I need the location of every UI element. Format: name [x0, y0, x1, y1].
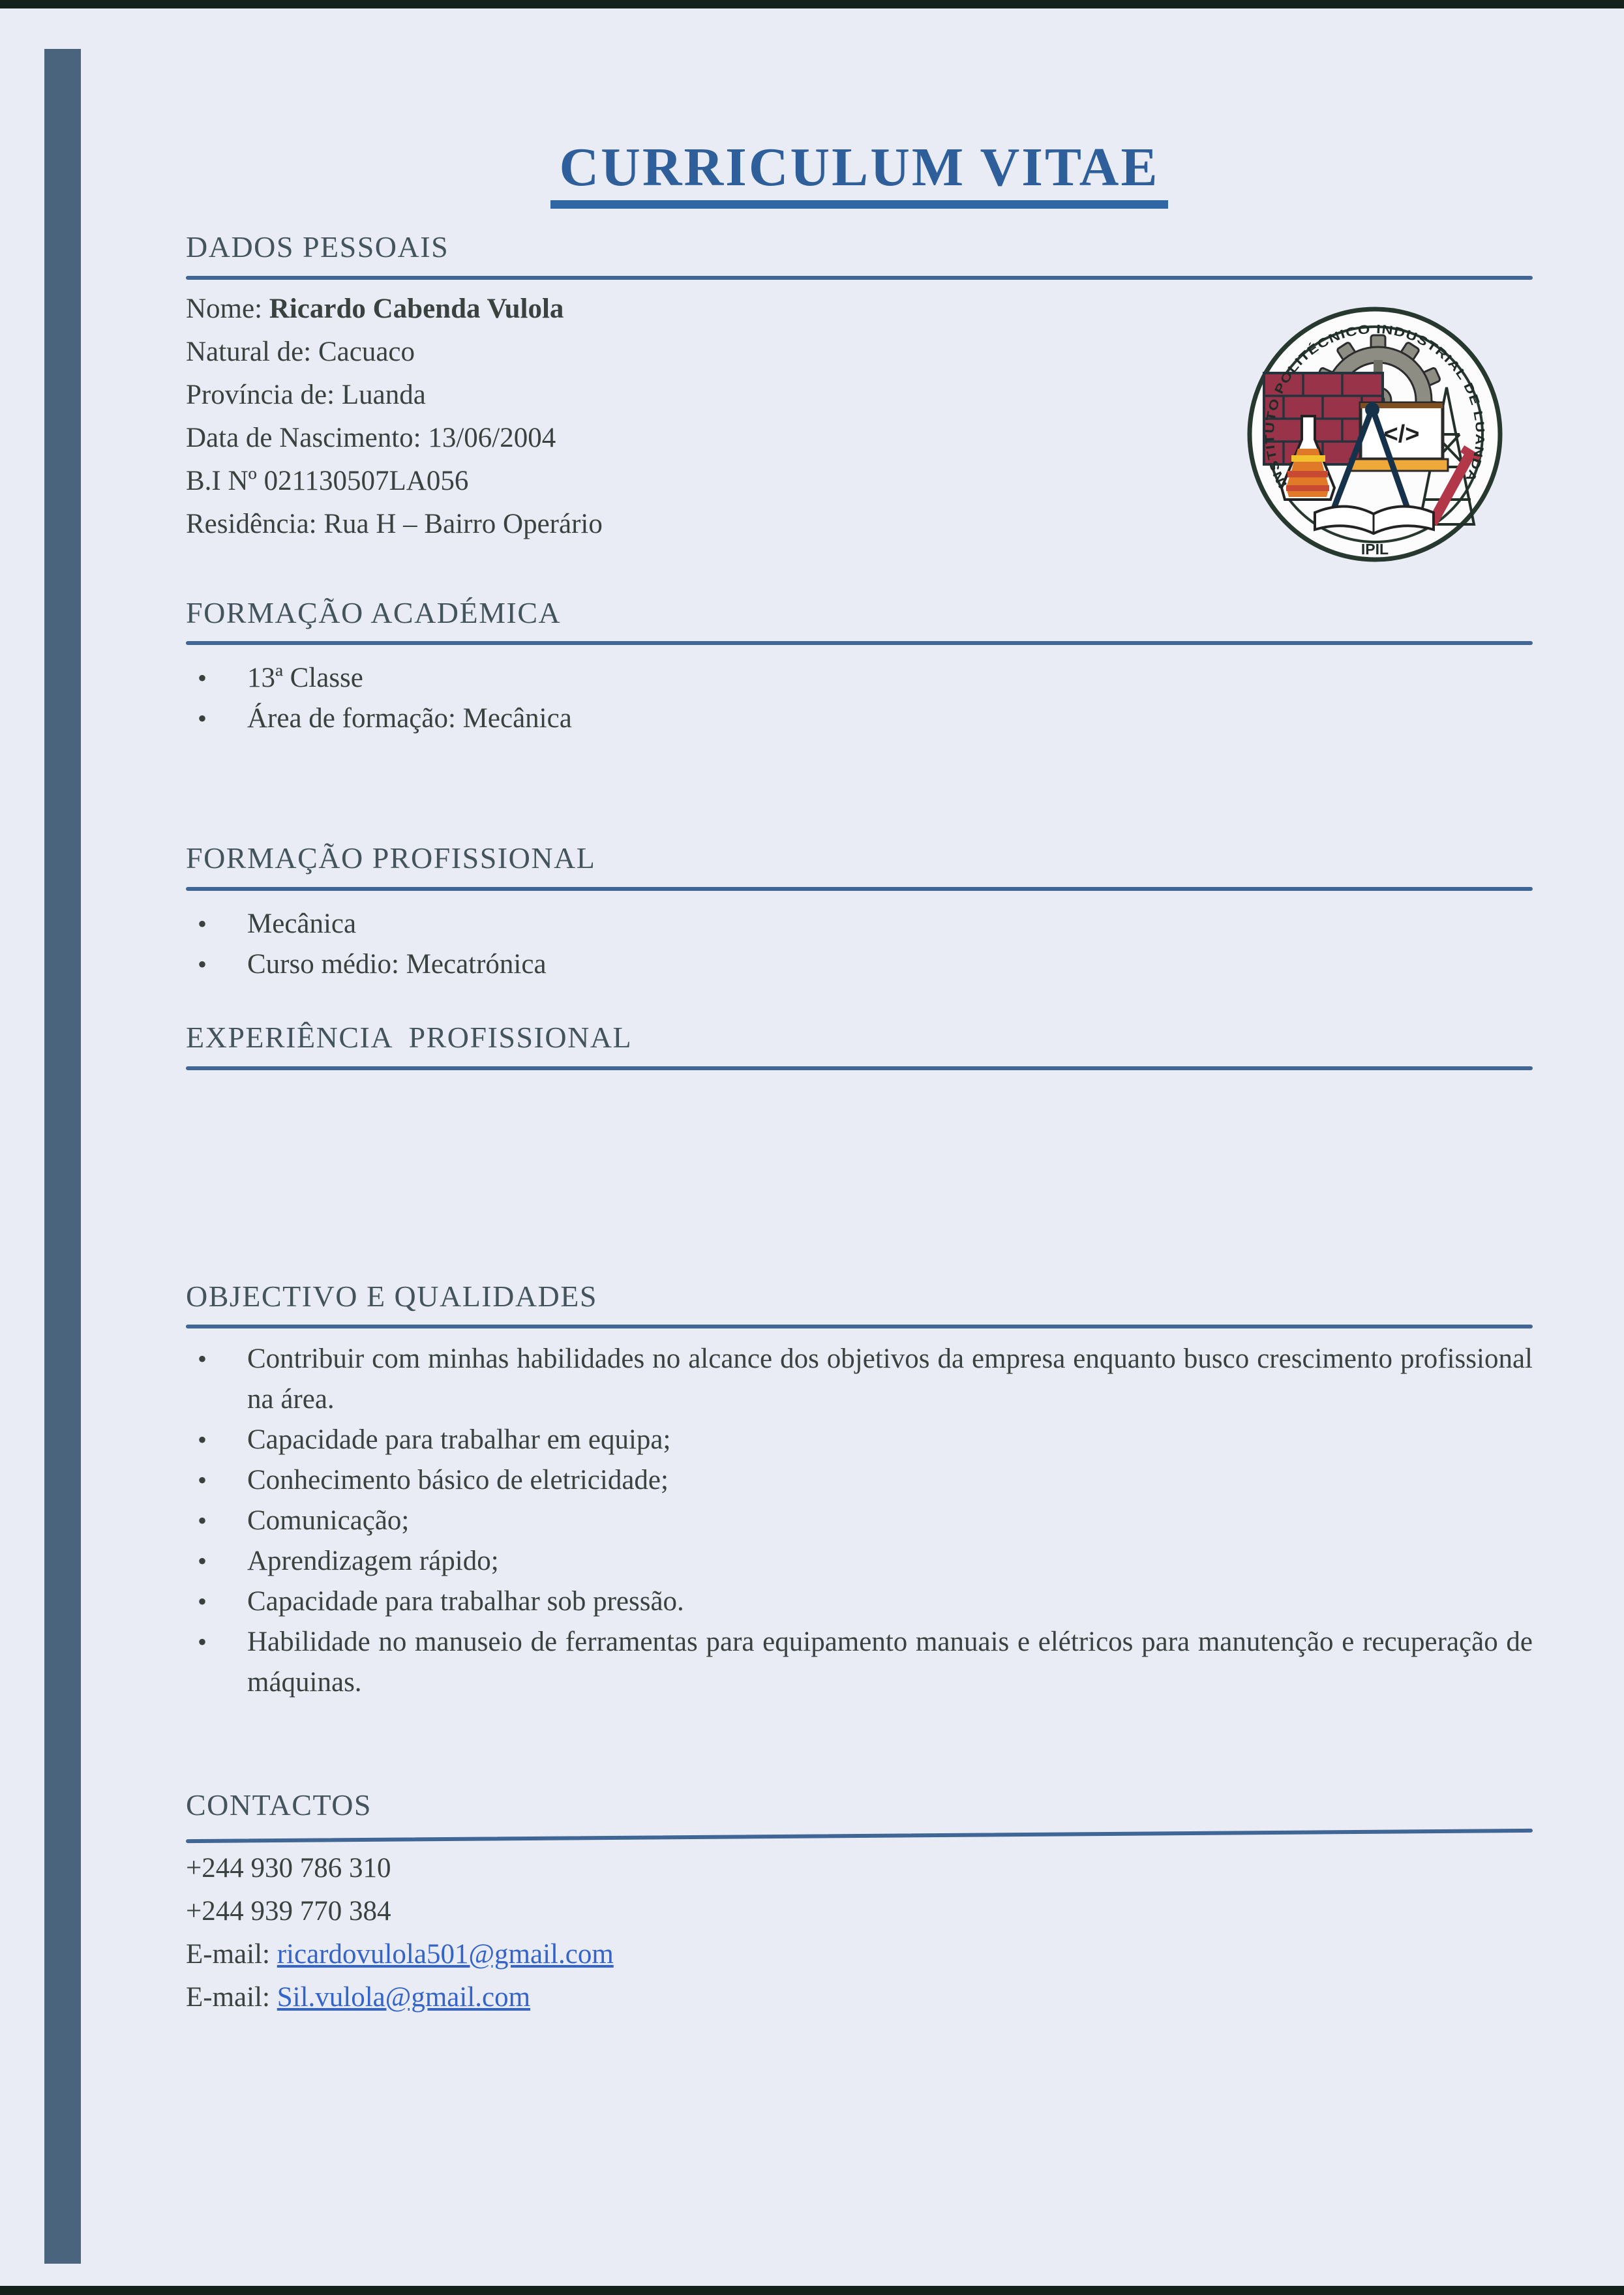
binding-stripe	[44, 49, 81, 2264]
list-item	[186, 658, 1533, 698]
bullet-icon: •	[198, 949, 207, 979]
list-item-text: Capacidade para trabalhar em equipa;	[247, 1424, 671, 1456]
logo-acronym: IPIL	[1361, 541, 1389, 558]
section-contactos	[186, 1789, 1533, 2019]
field-label: Natural de:	[186, 336, 318, 367]
scanner-bottom-edge	[0, 2286, 1624, 2295]
email-link-primary[interactable]: ricardovulola501@gmail.com	[277, 1938, 614, 1970]
field-value: Ricardo Cabenda Vulola	[269, 293, 564, 324]
phone-number: +244 939 770 384	[186, 1895, 391, 1927]
ipil-logo	[1244, 304, 1505, 565]
list-item-text: Conhecimento básico de eletricidade;	[247, 1465, 669, 1496]
bullet-icon: •	[198, 663, 207, 693]
section-rule	[186, 887, 1533, 891]
bullet-icon: •	[198, 1465, 207, 1495]
page-title: CURRICULUM VITAE	[550, 139, 1169, 209]
bullet-list	[186, 904, 1533, 985]
scanner-top-edge	[0, 0, 1624, 8]
section-rule	[186, 641, 1533, 645]
logo-ring-text: INSTITUTO POLITÉCNICO INDUSTRIAL DE LUANDA	[1263, 322, 1487, 490]
field-value: 021130507LA056	[263, 465, 469, 496]
bullet-icon: •	[198, 1546, 207, 1576]
list-item	[186, 1541, 1533, 1582]
ipil-logo-graphic	[1244, 304, 1505, 565]
email-link-secondary[interactable]: Sil.vulola@gmail.com	[277, 1981, 531, 2013]
list-item-text: Comunicação;	[247, 1505, 410, 1537]
field-label: Província de:	[186, 379, 342, 410]
email-line	[186, 1933, 1533, 1976]
field-value: 13/06/2004	[428, 422, 556, 453]
phone-number: +244 930 786 310	[186, 1852, 391, 1883]
section-heading: FORMAÇÃO PROFISSIONAL	[186, 841, 596, 875]
section-objectivo-qualidades	[186, 1280, 1533, 1703]
field-label: Residência:	[186, 508, 324, 539]
ruler-bar	[1350, 459, 1448, 471]
code-glyph: </>	[1383, 421, 1420, 448]
list-item	[186, 1420, 1533, 1460]
list-item-text: Área de formação: Mecânica	[247, 703, 572, 734]
list-item	[186, 698, 1533, 739]
field-value: Rua H – Bairro Operário	[323, 508, 603, 539]
list-item-text: Curso médio: Mecatrónica	[247, 948, 547, 980]
bullet-list	[186, 658, 1533, 739]
list-item	[186, 904, 1533, 944]
email-label: E-mail:	[186, 1938, 277, 1970]
bullet-icon: •	[198, 908, 207, 938]
field-value: Luanda	[341, 379, 426, 410]
bullet-list	[186, 1339, 1533, 1703]
list-item-text: 13ª Classe	[247, 663, 363, 694]
field-label: Data de Nascimento:	[186, 422, 429, 453]
section-formacao-academica	[186, 597, 1533, 740]
email-label: E-mail:	[186, 1981, 277, 2013]
section-rule	[186, 276, 1533, 280]
field-label: B.I Nº	[186, 465, 264, 496]
bullet-icon: •	[198, 1425, 207, 1455]
list-item-text: Contribuir com minhas habilidades no alcance dos objetivos da empresa enquanto busco crescimento profissional na área.	[247, 1343, 1533, 1415]
field-value: Cacuaco	[318, 336, 415, 367]
bullet-icon: •	[198, 1506, 207, 1536]
list-item-text: Habilidade no manuseio de ferramentas para equipamento manuais e elétricos para manutenção e recuperação de máquinas.	[247, 1627, 1533, 1698]
field-label: Nome:	[186, 293, 269, 324]
section-heading: OBJECTIVO E QUALIDADES	[186, 1279, 597, 1313]
section-experiencia-profissional	[186, 1021, 1533, 1070]
list-item	[186, 944, 1533, 985]
list-item	[186, 1501, 1533, 1541]
bullet-icon: •	[198, 1587, 207, 1617]
list-item-text: Aprendizagem rápido;	[247, 1546, 499, 1577]
title-block	[186, 8, 1533, 209]
bullet-icon: •	[198, 704, 207, 734]
email-line	[186, 1976, 1533, 2019]
list-item	[186, 1582, 1533, 1622]
section-rule	[186, 1066, 1533, 1070]
list-item	[186, 1339, 1533, 1420]
section-heading: DADOS PESSOAIS	[186, 230, 449, 264]
section-heading: FORMAÇÃO ACADÉMICA	[186, 595, 562, 629]
section-rule	[186, 1325, 1533, 1328]
section-formacao-profissional	[186, 842, 1533, 985]
list-item-text: Capacidade para trabalhar sob pressão.	[247, 1586, 684, 1617]
bullet-icon: •	[198, 1344, 207, 1374]
bullet-icon: •	[198, 1627, 207, 1657]
section-rule	[186, 1829, 1533, 1843]
contact-lines	[186, 1847, 1533, 2019]
list-item-text: Mecânica	[247, 908, 357, 939]
section-heading: CONTACTOS	[186, 1788, 372, 1822]
list-item	[186, 1622, 1533, 1703]
list-item	[186, 1460, 1533, 1501]
code-panel-icon	[1350, 403, 1448, 471]
section-heading: EXPERIÊNCIA PROFISSIONAL	[186, 1020, 633, 1054]
